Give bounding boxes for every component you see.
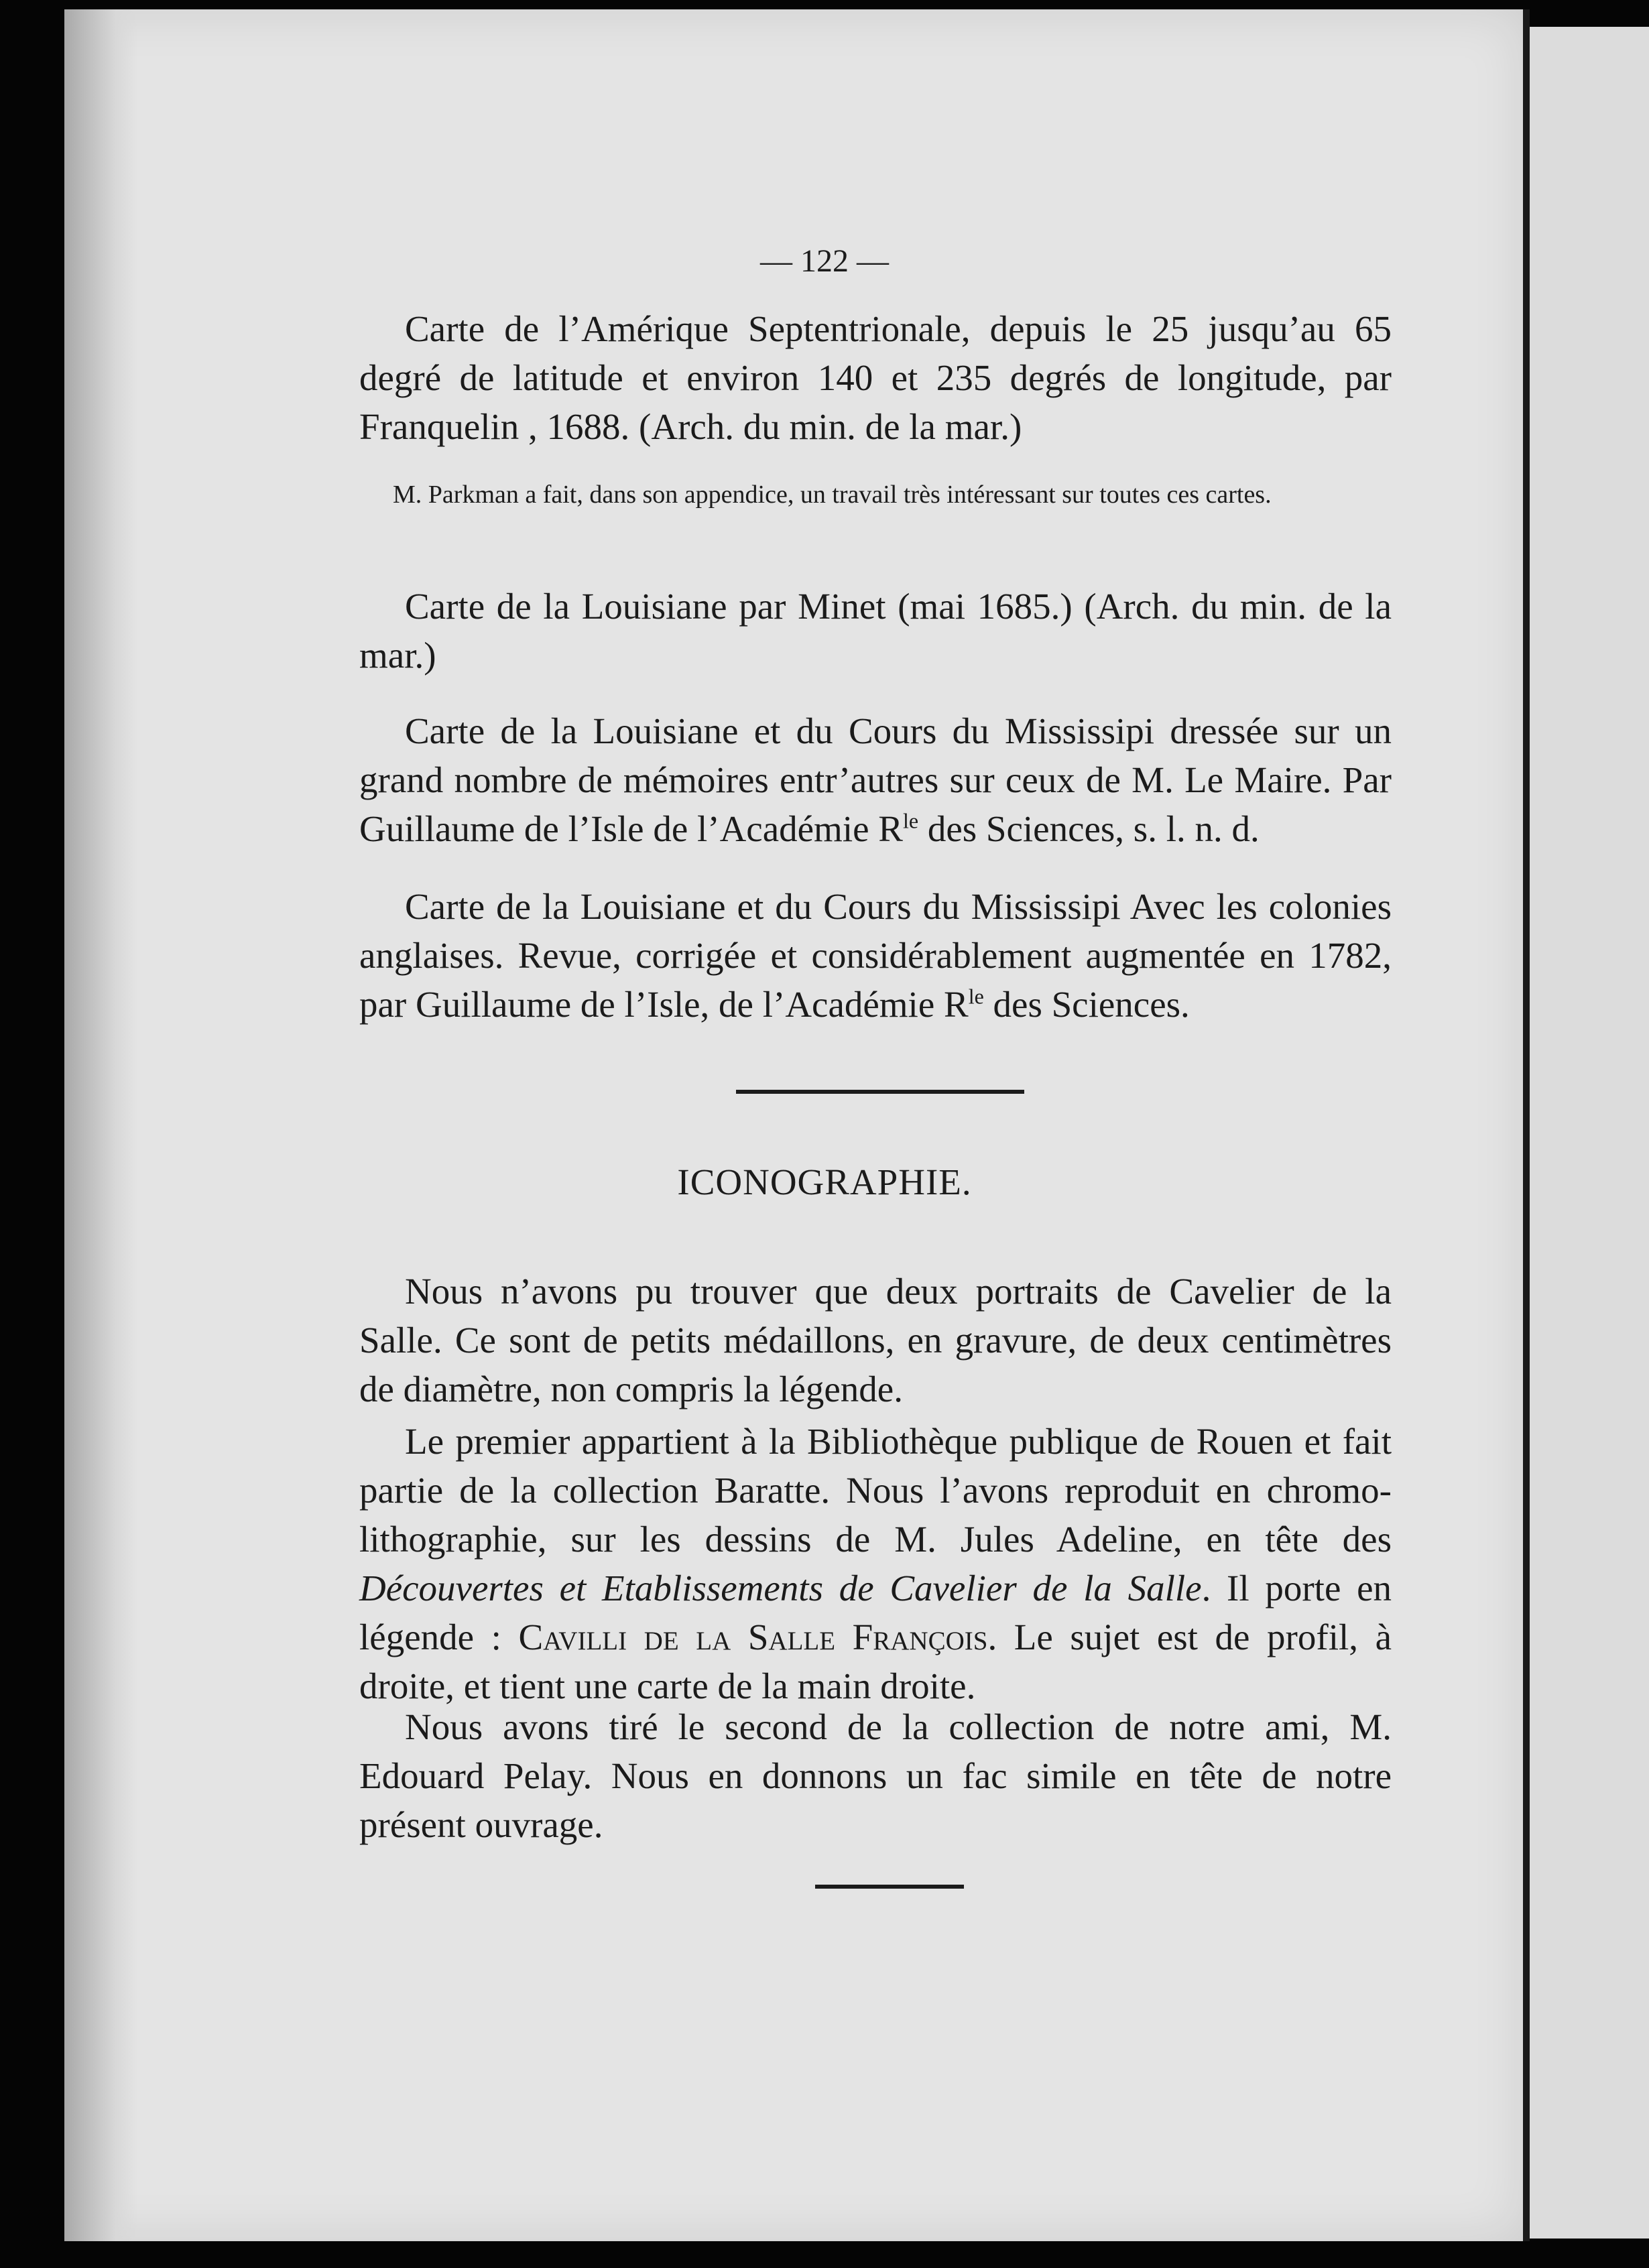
footnote-parkman: M. Parkman a fait, dans son appendice, un travail très intéressant sur toutes ces cartes. <box>393 481 1272 509</box>
page-edge-rule <box>1523 9 1530 2241</box>
book-title: Découvertes et Etablissements de Cavelier de la Salle <box>359 1568 1202 1609</box>
map-entry-delisle-2-end: des Sciences. <box>983 984 1190 1025</box>
section-heading: ICONOGRAPHIE. <box>677 1161 972 1202</box>
map-entry-franquelin: Carte de l’Amérique Septentrionale, depuis le 25 jusqu’au 65 degré de latitude et environ 140 et 235 degrés de longitude, par Franquelin , 1688. (Arch. du min. de la mar.) <box>359 308 1392 447</box>
map-entry-delisle-2-text: Carte de la Louisiane et du Cours du Mississipi Avec les colonies anglaises. Revue, corrigée et considérablement augmentée en 1782, par Guillaume de l’Isle, de l’Académie R <box>359 886 1392 1025</box>
page-number: — 122 — <box>760 243 889 279</box>
iconography-p2-start: Le premier appartient à la Bibliothèque publique de Rouen et fait partie de la collection Baratte. Nous l’avons reproduit en chromo-lithographie, sur les dessins de M. Jules Adeline, en tête des <box>359 1421 1392 1560</box>
iconography-p2-end: . Le sujet est de profil, à droite, et tient une carte de la main droite. <box>359 1617 1392 1706</box>
map-entry-delisle-1-text: Carte de la Louisiane et du Cours du Mississipi dressée sur un grand nombre de mémoires entr’autres sur ceux de M. Le Maire. Par Guillaume de l’Isle de l’Académie R <box>359 710 1392 849</box>
section-divider <box>736 1090 1024 1094</box>
map-entry-minet: Carte de la Louisiane par Minet (mai 1685.) (Arch. du min. de la mar.) <box>359 586 1392 676</box>
page-gutter-shadow <box>64 9 138 2241</box>
map-entry-delisle-1-sup: le <box>902 808 919 833</box>
map-entry-delisle-2-sup: le <box>968 984 984 1009</box>
iconography-paragraph-3: Nous avons tiré le second de la collection de notre ami, M. Edouard Pelay. Nous en donnons un fac simile en tête de notre présent ouvrage. <box>359 1706 1392 1845</box>
medallion-legend: Cavilli de la Salle François <box>518 1617 988 1657</box>
adjacent-page <box>1530 27 1649 2239</box>
end-divider <box>815 1885 964 1889</box>
map-entry-delisle-2 <box>359 882 1392 1029</box>
iconography-paragraph-2 <box>359 1417 1392 1710</box>
map-entry-delisle-1 <box>359 706 1392 853</box>
iconography-paragraph-1: Nous n’avons pu trouver que deux portraits de Cavelier de la Salle. Ce sont de petits médaillons, en gravure, de deux centimètres de diamètre, non compris la légende. <box>359 1271 1392 1409</box>
map-entry-delisle-1-end: des Sciences, s. l. n. d. <box>918 808 1260 849</box>
iconography-p2-mid: . Il porte en légende : <box>359 1568 1392 1657</box>
